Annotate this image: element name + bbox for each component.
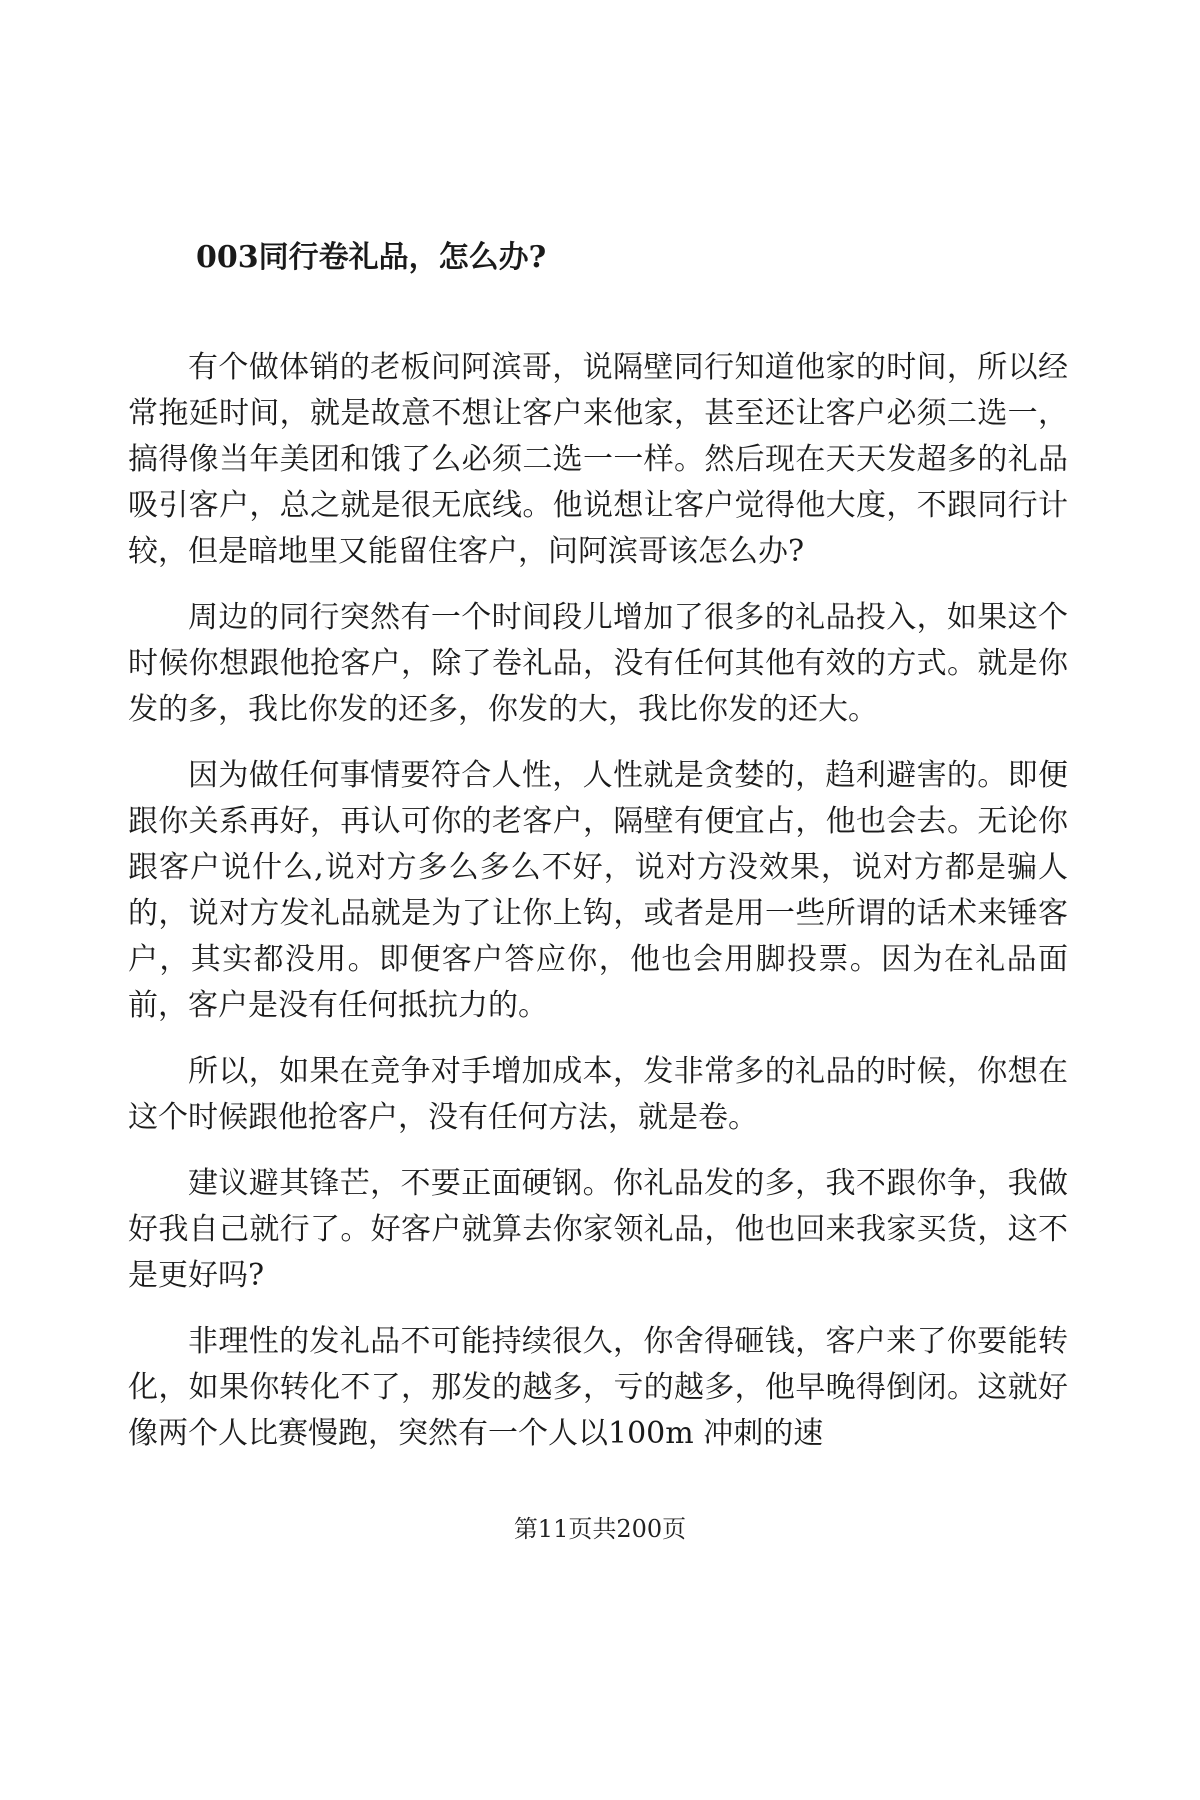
page-number-footer: 第11页共200页 <box>513 1515 687 1543</box>
paragraph: 周边的同行突然有一个时间段儿增加了很多的礼品投入，如果这个时候你想跟他抢客户，除了卷礼品，没有任何其他有效的方式。就是你发的多，我比你发的还多，你发的大，我比你发的还大。 <box>128 600 1068 727</box>
paragraph: 建议避其锋芒，不要正面硬钢。你礼品发的多，我不跟你争，我做好我自己就行了。好客户就算去你家领礼品，他也回来我家买货，这不是更好吗? <box>128 1166 1068 1293</box>
article-body <box>128 345 1068 1477</box>
paragraph: 有个做体销的老板问阿滨哥，说隔壁同行知道他家的时间，所以经常拖延时间，就是故意不想让客户来他家，甚至还让客户必须二选一，搞得像当年美团和饿了么必须二选一一样。然后现在天天发超多的礼品吸引客户，总之就是很无底线。他说想让客户觉得他大度，不跟同行计较，但是暗地里又能留住客户，问阿滨哥该怎么办? <box>128 350 1068 569</box>
paragraph: 因为做任何事情要符合人性，人性就是贪婪的，趋利避害的。即便跟你关系再好，再认可你的老客户，隔壁有便宜占，他也会去。无论你跟客户说什么,说对方多么多么不好，说对方没效果，说对方都是骗人的，说对方发礼品就是为了让你上钩，或者是用一些所谓的话术来锤客户，其实都没用。即便客户答应你，他也会用脚投票。因为在礼品面前，客户是没有任何抵抗力的。 <box>128 758 1068 1023</box>
article-title: 003同行卷礼品，怎么办? <box>196 240 547 275</box>
paragraph: 非理性的发礼品不可能持续很久，你舍得砸钱，客户来了你要能转化，如果你转化不了，那发的越多，亏的越多，他早晚得倒闭。这就好像两个人比赛慢跑，突然有一个人以100m 冲刺的速 <box>128 1324 1068 1451</box>
paragraph: 所以，如果在竞争对手增加成本，发非常多的礼品的时候，你想在这个时候跟他抢客户，没有任何方法，就是卷。 <box>128 1054 1068 1135</box>
